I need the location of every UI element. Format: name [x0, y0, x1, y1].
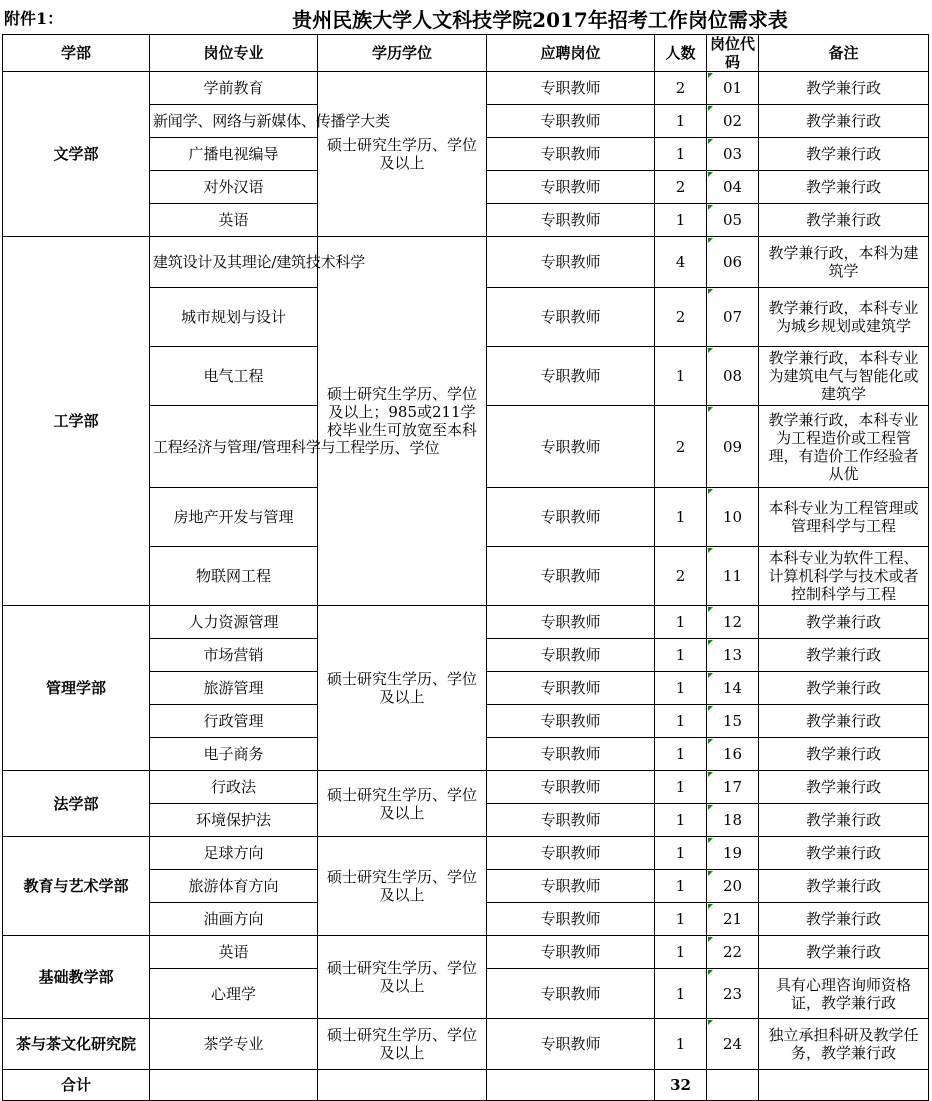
code-cell: 06: [707, 237, 759, 288]
code-cell: 18: [707, 804, 759, 837]
job-cell: 专职教师: [487, 936, 655, 969]
major-cell: 行政管理: [150, 705, 318, 738]
job-cell: 专职教师: [487, 204, 655, 237]
degree-cell: 硕士研究生学历、学位及以上；985或211学校毕业生可放宽至本科学历、学位: [318, 237, 487, 606]
major-cell: 人力资源管理: [150, 606, 318, 639]
header-degree: 学历学位: [318, 35, 487, 72]
note-cell: 教学兼行政: [759, 738, 929, 771]
job-cell: 专职教师: [487, 237, 655, 288]
count-cell: 1: [655, 639, 707, 672]
job-cell: 专职教师: [487, 138, 655, 171]
total-label: 合计: [3, 1070, 150, 1101]
dept-cell: 教育与艺术学部: [3, 837, 150, 936]
count-cell: 2: [655, 288, 707, 347]
page-title: 贵州民族大学人文科技学院2017年招考工作岗位需求表: [292, 8, 788, 32]
header-dept: 学部: [3, 35, 150, 72]
note-cell: 独立承担科研及教学任务，教学兼行政: [759, 1019, 929, 1070]
code-cell: 02: [707, 105, 759, 138]
major-cell: 旅游体育方向: [150, 870, 318, 903]
note-cell: 教学兼行政: [759, 72, 929, 105]
major-cell: 心理学: [150, 969, 318, 1019]
total-count: 32: [655, 1070, 707, 1101]
major-cell: 英语: [150, 936, 318, 969]
count-cell: 2: [655, 406, 707, 488]
attachment-label: 附件1：: [4, 9, 64, 28]
header-note: 备注: [759, 35, 929, 72]
dept-cell: 文学部: [3, 72, 150, 237]
count-cell: 1: [655, 606, 707, 639]
major-cell: 电气工程: [150, 347, 318, 406]
empty-cell: [318, 1070, 487, 1101]
job-cell: 专职教师: [487, 705, 655, 738]
major-cell: 建筑设计及其理论/建筑技术科学: [150, 237, 318, 288]
code-cell: 20: [707, 870, 759, 903]
job-cell: 专职教师: [487, 738, 655, 771]
count-cell: 1: [655, 204, 707, 237]
code-cell: 08: [707, 347, 759, 406]
dept-cell: 工学部: [3, 237, 150, 606]
job-cell: 专职教师: [487, 105, 655, 138]
job-cell: 专职教师: [487, 639, 655, 672]
note-cell: 教学兼行政，本科为建筑学: [759, 237, 929, 288]
count-cell: 1: [655, 1019, 707, 1070]
count-cell: 2: [655, 171, 707, 204]
dept-cell: 管理学部: [3, 606, 150, 771]
count-cell: 1: [655, 804, 707, 837]
count-cell: 1: [655, 837, 707, 870]
major-cell: 新闻学、网络与新媒体、传播学大类: [150, 105, 318, 138]
degree-cell: 硕士研究生学历、学位及以上: [318, 72, 487, 237]
job-cell: 专职教师: [487, 969, 655, 1019]
code-cell: 12: [707, 606, 759, 639]
count-cell: 1: [655, 936, 707, 969]
note-cell: 教学兼行政: [759, 138, 929, 171]
header-row: [3, 35, 929, 72]
major-cell: 广播电视编导: [150, 138, 318, 171]
note-cell: 教学兼行政: [759, 606, 929, 639]
count-cell: 1: [655, 672, 707, 705]
recruitment-table: [2, 34, 929, 1101]
job-cell: 专职教师: [487, 488, 655, 547]
count-cell: 1: [655, 105, 707, 138]
major-cell: 工程经济与管理/管理科学与工程: [150, 406, 318, 488]
table-row: [3, 771, 929, 804]
note-cell: 教学兼行政: [759, 105, 929, 138]
header-code: 岗位代码: [707, 35, 759, 72]
note-cell: 教学兼行政: [759, 705, 929, 738]
major-cell: 行政法: [150, 771, 318, 804]
job-cell: 专职教师: [487, 1019, 655, 1070]
dept-cell: 茶与茶文化研究院: [3, 1019, 150, 1070]
job-cell: 专职教师: [487, 837, 655, 870]
note-cell: 教学兼行政: [759, 171, 929, 204]
major-cell: 城市规划与设计: [150, 288, 318, 347]
note-cell: 教学兼行政: [759, 903, 929, 936]
major-cell: 电子商务: [150, 738, 318, 771]
code-cell: 04: [707, 171, 759, 204]
header-count: 人数: [655, 35, 707, 72]
degree-cell: 硕士研究生学历、学位及以上: [318, 936, 487, 1019]
note-cell: 本科专业为工程管理或管理科学与工程: [759, 488, 929, 547]
major-cell: 茶学专业: [150, 1019, 318, 1070]
note-cell: 教学兼行政: [759, 870, 929, 903]
note-cell: 教学兼行政: [759, 771, 929, 804]
job-cell: 专职教师: [487, 171, 655, 204]
count-cell: 1: [655, 771, 707, 804]
code-cell: 03: [707, 138, 759, 171]
code-cell: 05: [707, 204, 759, 237]
count-cell: 1: [655, 738, 707, 771]
code-cell: 16: [707, 738, 759, 771]
job-cell: 专职教师: [487, 903, 655, 936]
major-cell: 学前教育: [150, 72, 318, 105]
table-row: [3, 1019, 929, 1070]
note-cell: 本科专业为软件工程、计算机科学与技术或者控制科学与工程: [759, 547, 929, 606]
count-cell: 1: [655, 903, 707, 936]
empty-cell: [759, 1070, 929, 1101]
major-cell: 房地产开发与管理: [150, 488, 318, 547]
job-cell: 专职教师: [487, 347, 655, 406]
note-cell: 教学兼行政，本科专业为工程造价或工程管理，有造价工作经验者从优: [759, 406, 929, 488]
header-job: 应聘岗位: [487, 35, 655, 72]
code-cell: 22: [707, 936, 759, 969]
count-cell: 1: [655, 138, 707, 171]
empty-cell: [487, 1070, 655, 1101]
note-cell: 教学兼行政，本科专业为建筑电气与智能化或建筑学: [759, 347, 929, 406]
degree-cell: 硕士研究生学历、学位及以上: [318, 606, 487, 771]
major-cell: 旅游管理: [150, 672, 318, 705]
table-row: [3, 606, 929, 639]
code-cell: 19: [707, 837, 759, 870]
code-cell: 10: [707, 488, 759, 547]
table-row: [3, 237, 929, 288]
code-cell: 11: [707, 547, 759, 606]
job-cell: 专职教师: [487, 672, 655, 705]
count-cell: 2: [655, 547, 707, 606]
major-cell: 对外汉语: [150, 171, 318, 204]
major-cell: 市场营销: [150, 639, 318, 672]
count-cell: 4: [655, 237, 707, 288]
job-cell: 专职教师: [487, 72, 655, 105]
degree-cell: 硕士研究生学历、学位及以上: [318, 837, 487, 936]
note-cell: 教学兼行政: [759, 639, 929, 672]
dept-cell: 法学部: [3, 771, 150, 837]
code-cell: 09: [707, 406, 759, 488]
job-cell: 专职教师: [487, 870, 655, 903]
code-cell: 17: [707, 771, 759, 804]
note-cell: 教学兼行政: [759, 804, 929, 837]
job-cell: 专职教师: [487, 547, 655, 606]
code-cell: 14: [707, 672, 759, 705]
note-cell: 具有心理咨询师资格证，教学兼行政: [759, 969, 929, 1019]
table-row: [3, 837, 929, 870]
title-row: [0, 0, 932, 34]
empty-cell: [707, 1070, 759, 1101]
major-cell: 英语: [150, 204, 318, 237]
code-cell: 15: [707, 705, 759, 738]
count-cell: 1: [655, 488, 707, 547]
code-cell: 21: [707, 903, 759, 936]
count-cell: 1: [655, 705, 707, 738]
code-cell: 01: [707, 72, 759, 105]
code-cell: 24: [707, 1019, 759, 1070]
note-cell: 教学兼行政，本科专业为城乡规划或建筑学: [759, 288, 929, 347]
header-major: 岗位专业: [150, 35, 318, 72]
major-cell: 环境保护法: [150, 804, 318, 837]
count-cell: 1: [655, 870, 707, 903]
job-cell: 专职教师: [487, 804, 655, 837]
degree-cell: 硕士研究生学历、学位及以上: [318, 771, 487, 837]
note-cell: 教学兼行政: [759, 204, 929, 237]
count-cell: 1: [655, 969, 707, 1019]
job-cell: 专职教师: [487, 771, 655, 804]
job-cell: 专职教师: [487, 406, 655, 488]
table-row: [3, 936, 929, 969]
count-cell: 1: [655, 347, 707, 406]
major-cell: 足球方向: [150, 837, 318, 870]
empty-cell: [150, 1070, 318, 1101]
dept-cell: 基础教学部: [3, 936, 150, 1019]
count-cell: 2: [655, 72, 707, 105]
note-cell: 教学兼行政: [759, 672, 929, 705]
major-cell: 油画方向: [150, 903, 318, 936]
note-cell: 教学兼行政: [759, 837, 929, 870]
total-row: [3, 1070, 929, 1101]
table-row: [3, 72, 929, 105]
major-cell: 物联网工程: [150, 547, 318, 606]
job-cell: 专职教师: [487, 288, 655, 347]
degree-cell: 硕士研究生学历、学位及以上: [318, 1019, 487, 1070]
code-cell: 13: [707, 639, 759, 672]
code-cell: 07: [707, 288, 759, 347]
code-cell: 23: [707, 969, 759, 1019]
job-cell: 专职教师: [487, 606, 655, 639]
note-cell: 教学兼行政: [759, 936, 929, 969]
